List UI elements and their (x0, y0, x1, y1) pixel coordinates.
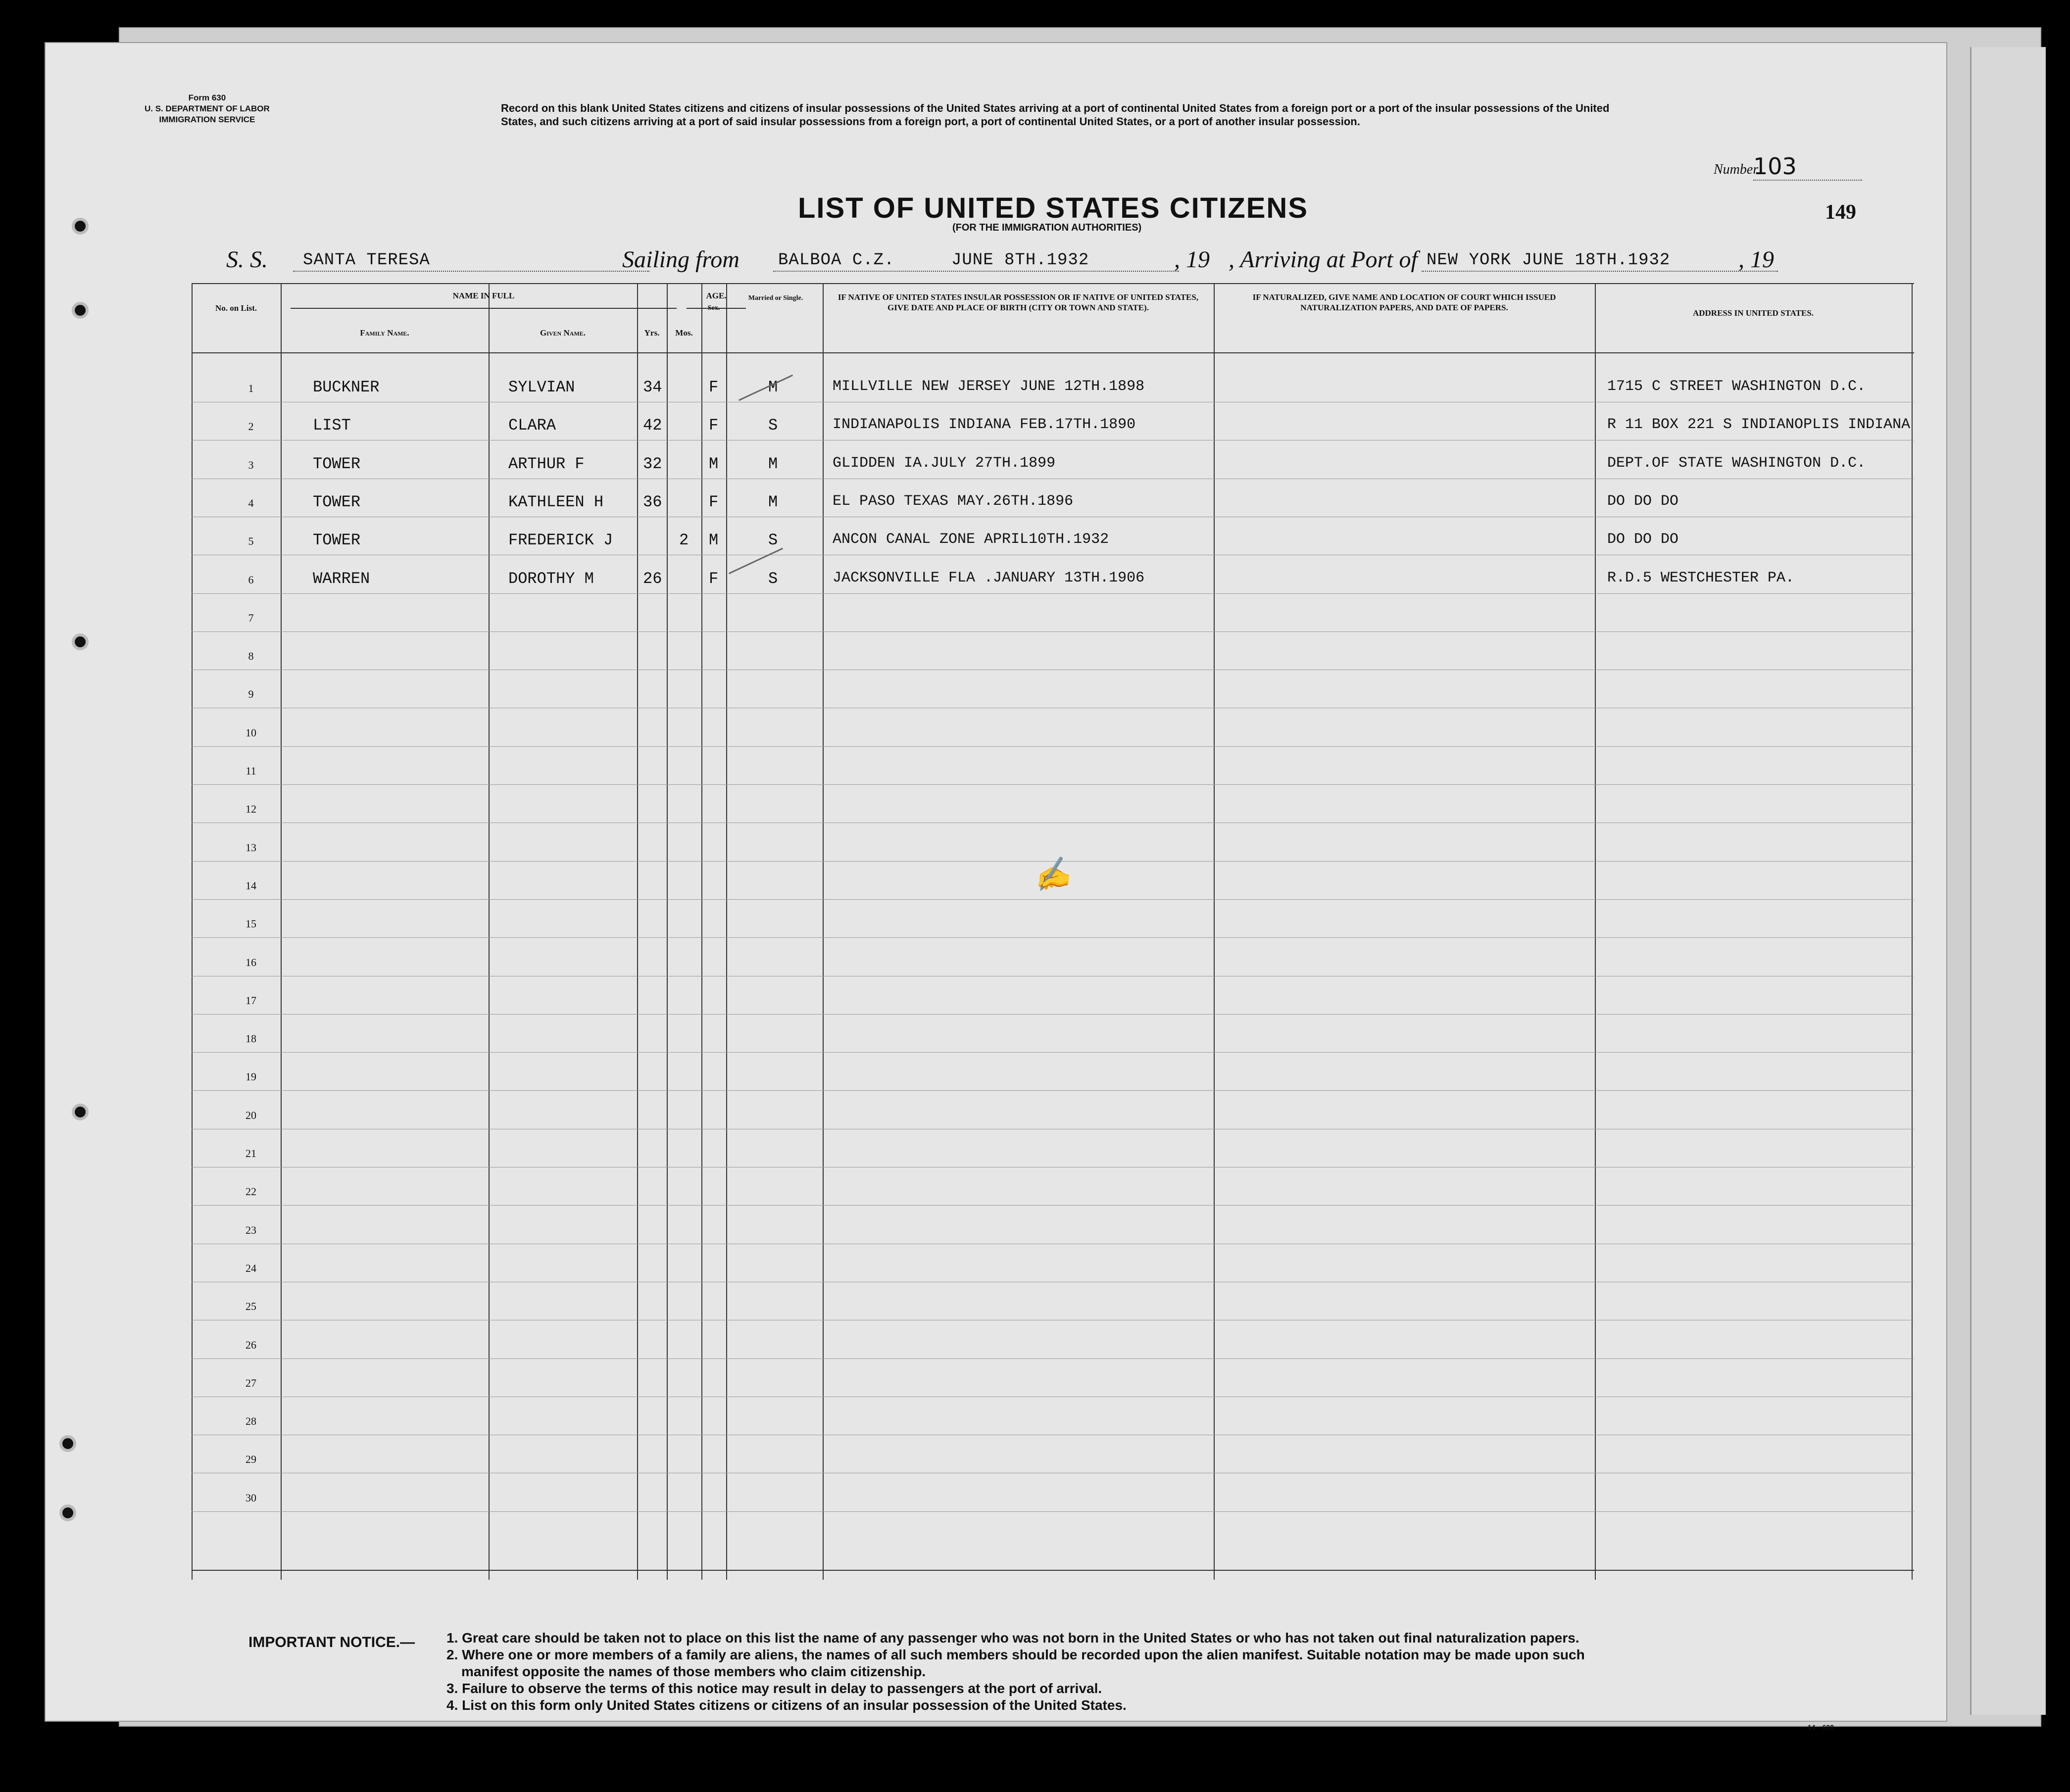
row-number: 14 (246, 879, 256, 892)
row-number: 1 (248, 382, 254, 394)
us-address-cell: DO DO DO (1607, 492, 1679, 510)
row-rule (192, 899, 1914, 900)
birth-place-date-cell: JACKSONVILLE FLA .JANUARY 13TH.1906 (833, 569, 1145, 586)
list-number: 103 (1753, 153, 1862, 181)
row-number: 28 (246, 1415, 256, 1428)
row-rule (192, 631, 1914, 632)
ship-name: SANTA TERESA (303, 251, 430, 270)
page-number: 149 (1825, 201, 1856, 224)
family-name-cell: LIST (313, 416, 351, 435)
sex-cell: M (709, 531, 719, 550)
notice-item-3: 3. Failure to observe the terms of this notice may result in delay to passengers at the port of arrival. (446, 1681, 1102, 1696)
notice-item-1: 1. Great care should be taken not to place on this list the name of any passenger who was not born in the United States or who has not taken out final naturalization papers. (446, 1630, 1579, 1646)
row-rule (192, 937, 1914, 938)
row-number: 26 (246, 1338, 256, 1351)
binding-hole (72, 633, 89, 650)
sex-cell: F (709, 492, 719, 511)
row-number: 7 (248, 611, 254, 624)
row-number: 21 (246, 1147, 256, 1160)
marital-status-cell: M (768, 454, 778, 473)
given-name-cell: CLARA (508, 416, 556, 435)
row-number: 2 (248, 420, 254, 433)
check-mark (739, 375, 793, 401)
binding-hole (72, 1104, 89, 1120)
marital-status-cell: M (768, 378, 778, 396)
binding-hole (59, 1435, 76, 1452)
page-title: LIST OF UNITED STATES CITIZENS (798, 192, 1308, 224)
col-age: AGE. (706, 291, 727, 300)
binding-hole (59, 1504, 76, 1521)
row-number: 10 (246, 726, 256, 739)
year-label-1: , 19 (1174, 246, 1210, 273)
citizens-table (192, 283, 1914, 1580)
page-subtitle: (FOR THE IMMIGRATION AUTHORITIES) (952, 222, 1142, 233)
arriving-label: , Arriving at Port of (1229, 246, 1418, 273)
birth-place-date-cell: EL PASO TEXAS MAY.26TH.1896 (833, 492, 1074, 510)
family-name-cell: BUCKNER (313, 378, 380, 396)
ss-label: S. S. (226, 246, 268, 273)
stacked-pages-edge (1970, 47, 2046, 1715)
arriving-port: NEW YORK JUNE 18TH.1932 (1427, 251, 1671, 270)
row-number: 5 (248, 535, 254, 548)
col-mos: Mos. (675, 328, 693, 338)
sex-cell: F (709, 378, 719, 396)
row-number: 24 (246, 1261, 256, 1274)
sailing-date: JUNE 8TH.1932 (951, 251, 1089, 270)
row-number: 19 (246, 1070, 256, 1083)
row-rule (192, 1358, 1914, 1359)
row-rule (192, 1511, 1914, 1512)
row-number: 9 (248, 688, 254, 701)
row-number: 15 (246, 918, 256, 930)
handwritten-annotation: ✍ (1030, 854, 1074, 896)
service-name: IMMIGRATION SERVICE (159, 115, 255, 124)
given-name-cell: ARTHUR F (508, 454, 585, 473)
birth-place-date-cell: MILLVILLE NEW JERSEY JUNE 12TH.1898 (833, 378, 1145, 395)
form-page (45, 42, 1947, 1731)
row-number: 16 (246, 956, 256, 969)
family-name-cell: TOWER (313, 531, 361, 550)
col-given-name: Given Name. (540, 328, 586, 338)
col-name-in-full: NAME IN FULL (452, 291, 515, 300)
given-name-cell: KATHLEEN H (508, 492, 604, 511)
family-name-cell: TOWER (313, 454, 361, 473)
notice-item-2-cont: manifest opposite the names of those members who claim citizenship. (461, 1664, 926, 1679)
row-number: 18 (246, 1032, 256, 1045)
sex-cell: F (709, 569, 719, 588)
row-number: 12 (246, 803, 256, 816)
age-years-cell: 32 (643, 454, 662, 473)
age-years-cell: 26 (643, 569, 662, 588)
row-number: 25 (246, 1300, 256, 1313)
binding-hole (72, 218, 89, 235)
col-yrs: Yrs. (644, 328, 660, 338)
us-address-cell: R.D.5 WESTCHESTER PA. (1607, 569, 1795, 586)
row-number: 17 (246, 994, 256, 1007)
marital-status-cell: S (768, 531, 778, 550)
row-number: 11 (246, 765, 256, 777)
family-name-cell: WARREN (313, 569, 370, 588)
given-name-cell: FREDERICK J (508, 531, 613, 550)
col-naturalized: IF NATURALIZED, GIVE NAME AND LOCATION OF COURT WHICH ISSUED NATURALIZATION PAPERS, AND DATE OF PAPERS. (1252, 292, 1556, 312)
us-address-cell: 1715 C STREET WASHINGTON D.C. (1607, 378, 1866, 395)
row-number: 22 (246, 1185, 256, 1198)
col-address: ADDRESS IN UNITED STATES. (1692, 308, 1814, 318)
notice-title: IMPORTANT NOTICE.— (248, 1634, 415, 1650)
row-rule (192, 746, 1914, 747)
form-identification (145, 93, 270, 125)
us-address-cell: DEPT.OF STATE WASHINGTON D.C. (1607, 454, 1866, 472)
us-address-cell: DO DO DO (1607, 531, 1679, 548)
row-number: 20 (246, 1109, 256, 1121)
sex-cell: F (709, 416, 719, 435)
birth-place-date-cell: INDIANAPOLIS INDIANA FEB.17TH.1890 (833, 416, 1136, 434)
record-instructions: Record on this blank United States citizens and citizens of insular possessions of the United States arriving at a port of continental United States from a foreign port or a port of the insular possessions of the United States, and such citizens arriving at a port of said insular possessions from a foreign port, a port of continental United States, or a port of another insular possession. (501, 102, 1610, 128)
row-number: 3 (248, 458, 254, 471)
number-label: Number (1714, 162, 1759, 177)
notice-item-4: 4. List on this form only United States citizens or citizens of an insular possession of the United States. (446, 1697, 1127, 1713)
row-number: 27 (246, 1376, 256, 1389)
birth-place-date-cell: ANCON CANAL ZONE APRIL10TH.1932 (833, 531, 1109, 548)
row-number: 13 (246, 841, 256, 854)
sex-cell: M (709, 454, 719, 473)
row-rule (192, 1014, 1914, 1015)
age-months-cell: 2 (679, 531, 689, 550)
sailing-from: BALBOA C.Z. (778, 251, 895, 270)
given-name-cell: SYLVIAN (508, 378, 575, 396)
department-name: U. S. DEPARTMENT OF LABOR (145, 104, 270, 113)
row-rule (192, 593, 1914, 594)
us-address-cell: R 11 BOX 221 S INDIANOPLIS INDIANA (1607, 416, 1911, 434)
given-name-cell: DOROTHY M (508, 569, 594, 588)
age-years-cell: 34 (643, 378, 662, 396)
row-number: 4 (248, 496, 254, 509)
row-rule (192, 1205, 1914, 1206)
row-number: 23 (246, 1223, 256, 1236)
year-label-2: , 19 (1738, 246, 1774, 273)
col-married-single: Married or Single. (748, 294, 803, 302)
family-name-cell: TOWER (313, 492, 361, 511)
sailing-label: Sailing from (622, 246, 739, 273)
birth-place-date-cell: GLIDDEN IA.JULY 27TH.1899 (833, 454, 1056, 472)
marital-status-cell: M (768, 492, 778, 511)
marital-status-cell: S (768, 416, 778, 435)
row-rule (192, 784, 1914, 785)
row-number: 6 (248, 573, 254, 586)
marital-status-cell: S (768, 569, 778, 588)
form-code: 14—608 (1808, 1723, 1834, 1731)
col-sex: Sex. (707, 304, 720, 312)
col-family-name: Family Name. (360, 328, 409, 338)
col-no: No. on List. (215, 303, 257, 313)
row-rule (192, 1052, 1914, 1053)
form-number: Form 630 (188, 93, 226, 102)
age-years-cell: 42 (643, 416, 662, 435)
age-years-cell: 36 (643, 492, 662, 511)
row-number: 29 (246, 1453, 256, 1466)
row-rule (192, 1090, 1914, 1091)
binding-hole (72, 302, 89, 319)
row-number: 8 (248, 650, 254, 663)
row-number: 30 (246, 1491, 256, 1504)
notice-item-2: 2. Where one or more members of a family are aliens, the names of all such members should be recorded upon the alien manifest. Suitable notation may be made upon such (446, 1647, 1585, 1662)
col-birth: IF NATIVE OF UNITED STATES INSULAR POSSESSION OR IF NATIVE OF UNITED STATES, GIVE DATE AND PLACE OF BIRTH (CITY OR TOWN AND STATE). (838, 292, 1199, 312)
